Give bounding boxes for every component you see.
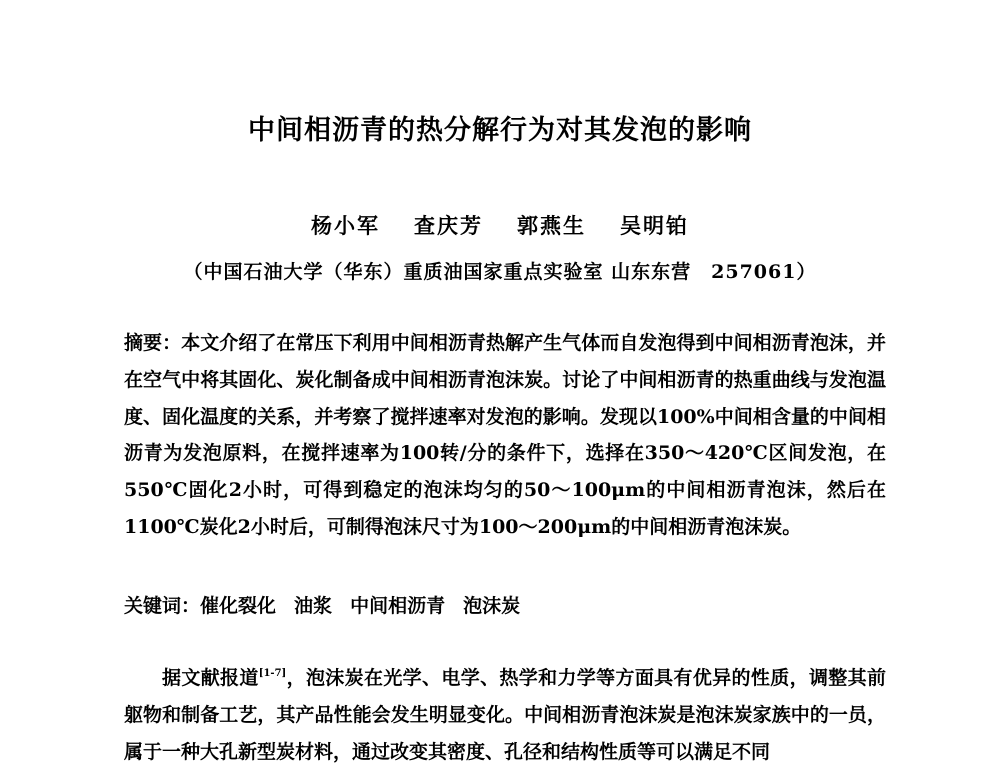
affiliation: （中国石油大学（华东）重质油国家重点实验室 山东东营 257061） — [183, 261, 817, 283]
abstract — [124, 325, 886, 546]
paper-title: 中间相沥青的热分解行为对其发泡的影响 — [248, 115, 752, 146]
abstract-label: 摘要 — [124, 332, 163, 354]
author-name: 杨小军 — [311, 213, 380, 238]
keyword: 中间相沥青 — [350, 595, 446, 617]
keywords-separator: ： — [181, 595, 201, 617]
abstract-text: 本文介绍了在常压下利用中间相沥青热解产生气体而自发泡得到中间相沥青泡沫，并在空气中将其固化、炭化制备成中间相沥青泡沫炭。讨论了中间相沥青的热重曲线与发泡温度、固化温度的关系，并考察了搅拌速率对发泡的影响。发现以100%中间相含量的中间相沥青为发泡原料，在搅拌速率为100转/分的条件下，选择在350～420℃区间发泡，在550℃固化2小时，可得到稳定的泡沫均匀的50～100μm的中间相沥青泡沫，然后在1100℃炭化2小时后，可制得泡沫尺寸为100～200μm的中间相沥青泡沫炭。 — [124, 332, 886, 538]
citation: [1-7] — [258, 668, 287, 679]
author-name: 查庆芳 — [414, 213, 483, 238]
keywords-label: 关键词 — [124, 595, 182, 617]
body-paragraph — [124, 660, 886, 771]
keyword: 泡沫炭 — [463, 595, 521, 617]
keyword: 油浆 — [294, 595, 333, 617]
keywords — [124, 591, 886, 618]
author-list — [0, 210, 1000, 240]
body-text-start: 据文献报道 — [162, 667, 259, 689]
keyword: 催化裂化 — [200, 595, 277, 617]
author-name: 吴明铂 — [620, 213, 689, 238]
abstract-separator: ： — [162, 332, 182, 354]
author-name: 郭燕生 — [517, 213, 586, 238]
body-text-rest: ，泡沫炭在光学、电学、热学和力学等方面具有优异的性质，调整其前躯物和制备工艺，其产品性能会发生明显变化。中间相沥青泡沫炭是泡沫炭家族中的一员，属于一种大孔新型炭材料，通过改变其密度、孔径和结构性质等可以满足不同 — [124, 667, 886, 763]
